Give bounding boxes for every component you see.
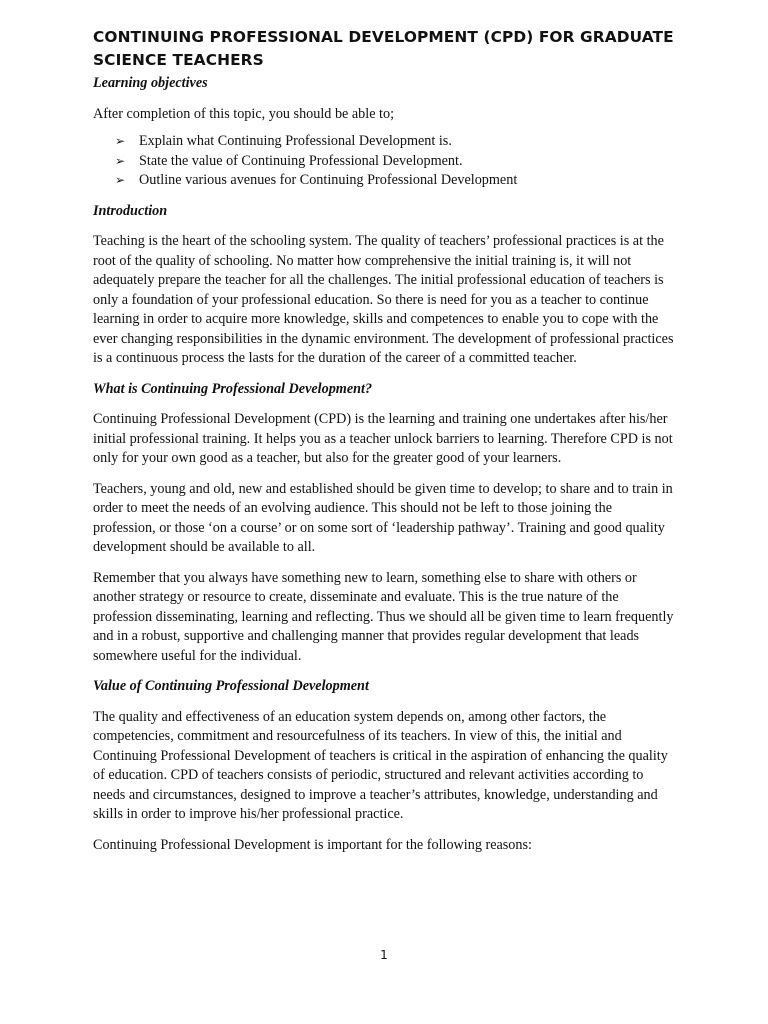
learning-objectives-intro: After completion of this topic, you should be able to; [93,105,395,122]
arrowhead-bullet-icon: ➢ [115,153,126,168]
introduction-heading: Introduction [93,202,168,219]
arrowhead-bullet-icon: ➢ [115,173,126,187]
list-item [115,152,678,172]
page-number: 1 [380,948,388,962]
what-is-cpd-paragraph-2: Teachers, young and old, new and established should be given time to develop; to share and to train in order to meet the needs of an evolving audience. This should not be left to those joining the profession, or those ‘on a course’ or on some sort of ‘leadership pathway’. Training and good quality development should be available to all. [93,480,673,555]
document-title: CONTINUING PROFESSIONAL DEVELOPMENT (CPD) FOR GRADUATE SCIENCE TEACHERS [93,28,674,69]
value-of-cpd-paragraph-2: Continuing Professional Development is important for the following reasons: [93,836,532,853]
value-of-cpd-heading: Value of Continuing Professional Development [93,678,369,694]
objective-text: Explain what Continuing Professional Development is. [139,133,452,149]
value-of-cpd-paragraph-1: The quality and effectiveness of an education system depends on, among other factors, the competencies, commitment and resourcefulness of its teachers. In view of this, the initial and Continuing Professional Development of teachers is critical in the aspiration of enhancing the quality of education. CPD of teachers consists of periodic, structured and relevant activities according to needs and circumstances, designed to improve a teacher’s attributes, knowledge, understanding and skills in order to improve his/her professional practice. [93,708,668,822]
learning-objectives-heading: Learning objectives [93,75,208,91]
document-page [93,26,678,855]
list-item [115,171,678,191]
arrowhead-bullet-icon: ➢ [115,134,126,148]
learning-objectives-list [115,132,678,191]
list-item [115,132,678,152]
what-is-cpd-paragraph-3: Remember that you always have something new to learn, something else to share with others or another strategy or resource to create, disseminate and evaluate. This is the true nature of the profession disseminating, learning and reflecting. Thus we should all be given time to learn frequently and in a robust, supportive and challenging manner that provides regular development that leads somewhere useful for the individual. [93,569,674,664]
objective-text: State the value of Continuing Professional Development. [139,152,463,169]
introduction-paragraph: Teaching is the heart of the schooling system. The quality of teachers’ professional practices is at the root of the quality of schooling. No matter how comprehensive the initial training is, it will not adequately prepare the teacher for all the challenges. The initial professional education of teachers is only a foundation of your professional education. So there is need for you as a teacher to continue learning in order to acquire more knowledge, skills and competences to enable you to cope with the ever changing responsibilities in the dynamic environment. The development of professional practices is a continuous process the lasts for the duration of the career of a committed teacher. [93,233,674,366]
what-is-cpd-paragraph-1: Continuing Professional Development (CPD) is the learning and training one undertakes after his/her initial professional training. It helps you as a teacher unlock barriers to learning. Therefore CPD is not only for your own good as a teacher, but also for the greater good of your learners. [93,411,673,466]
objective-text: Outline various avenues for Continuing Professional Development [139,172,518,188]
what-is-cpd-heading: What is Continuing Professional Development? [93,380,373,397]
